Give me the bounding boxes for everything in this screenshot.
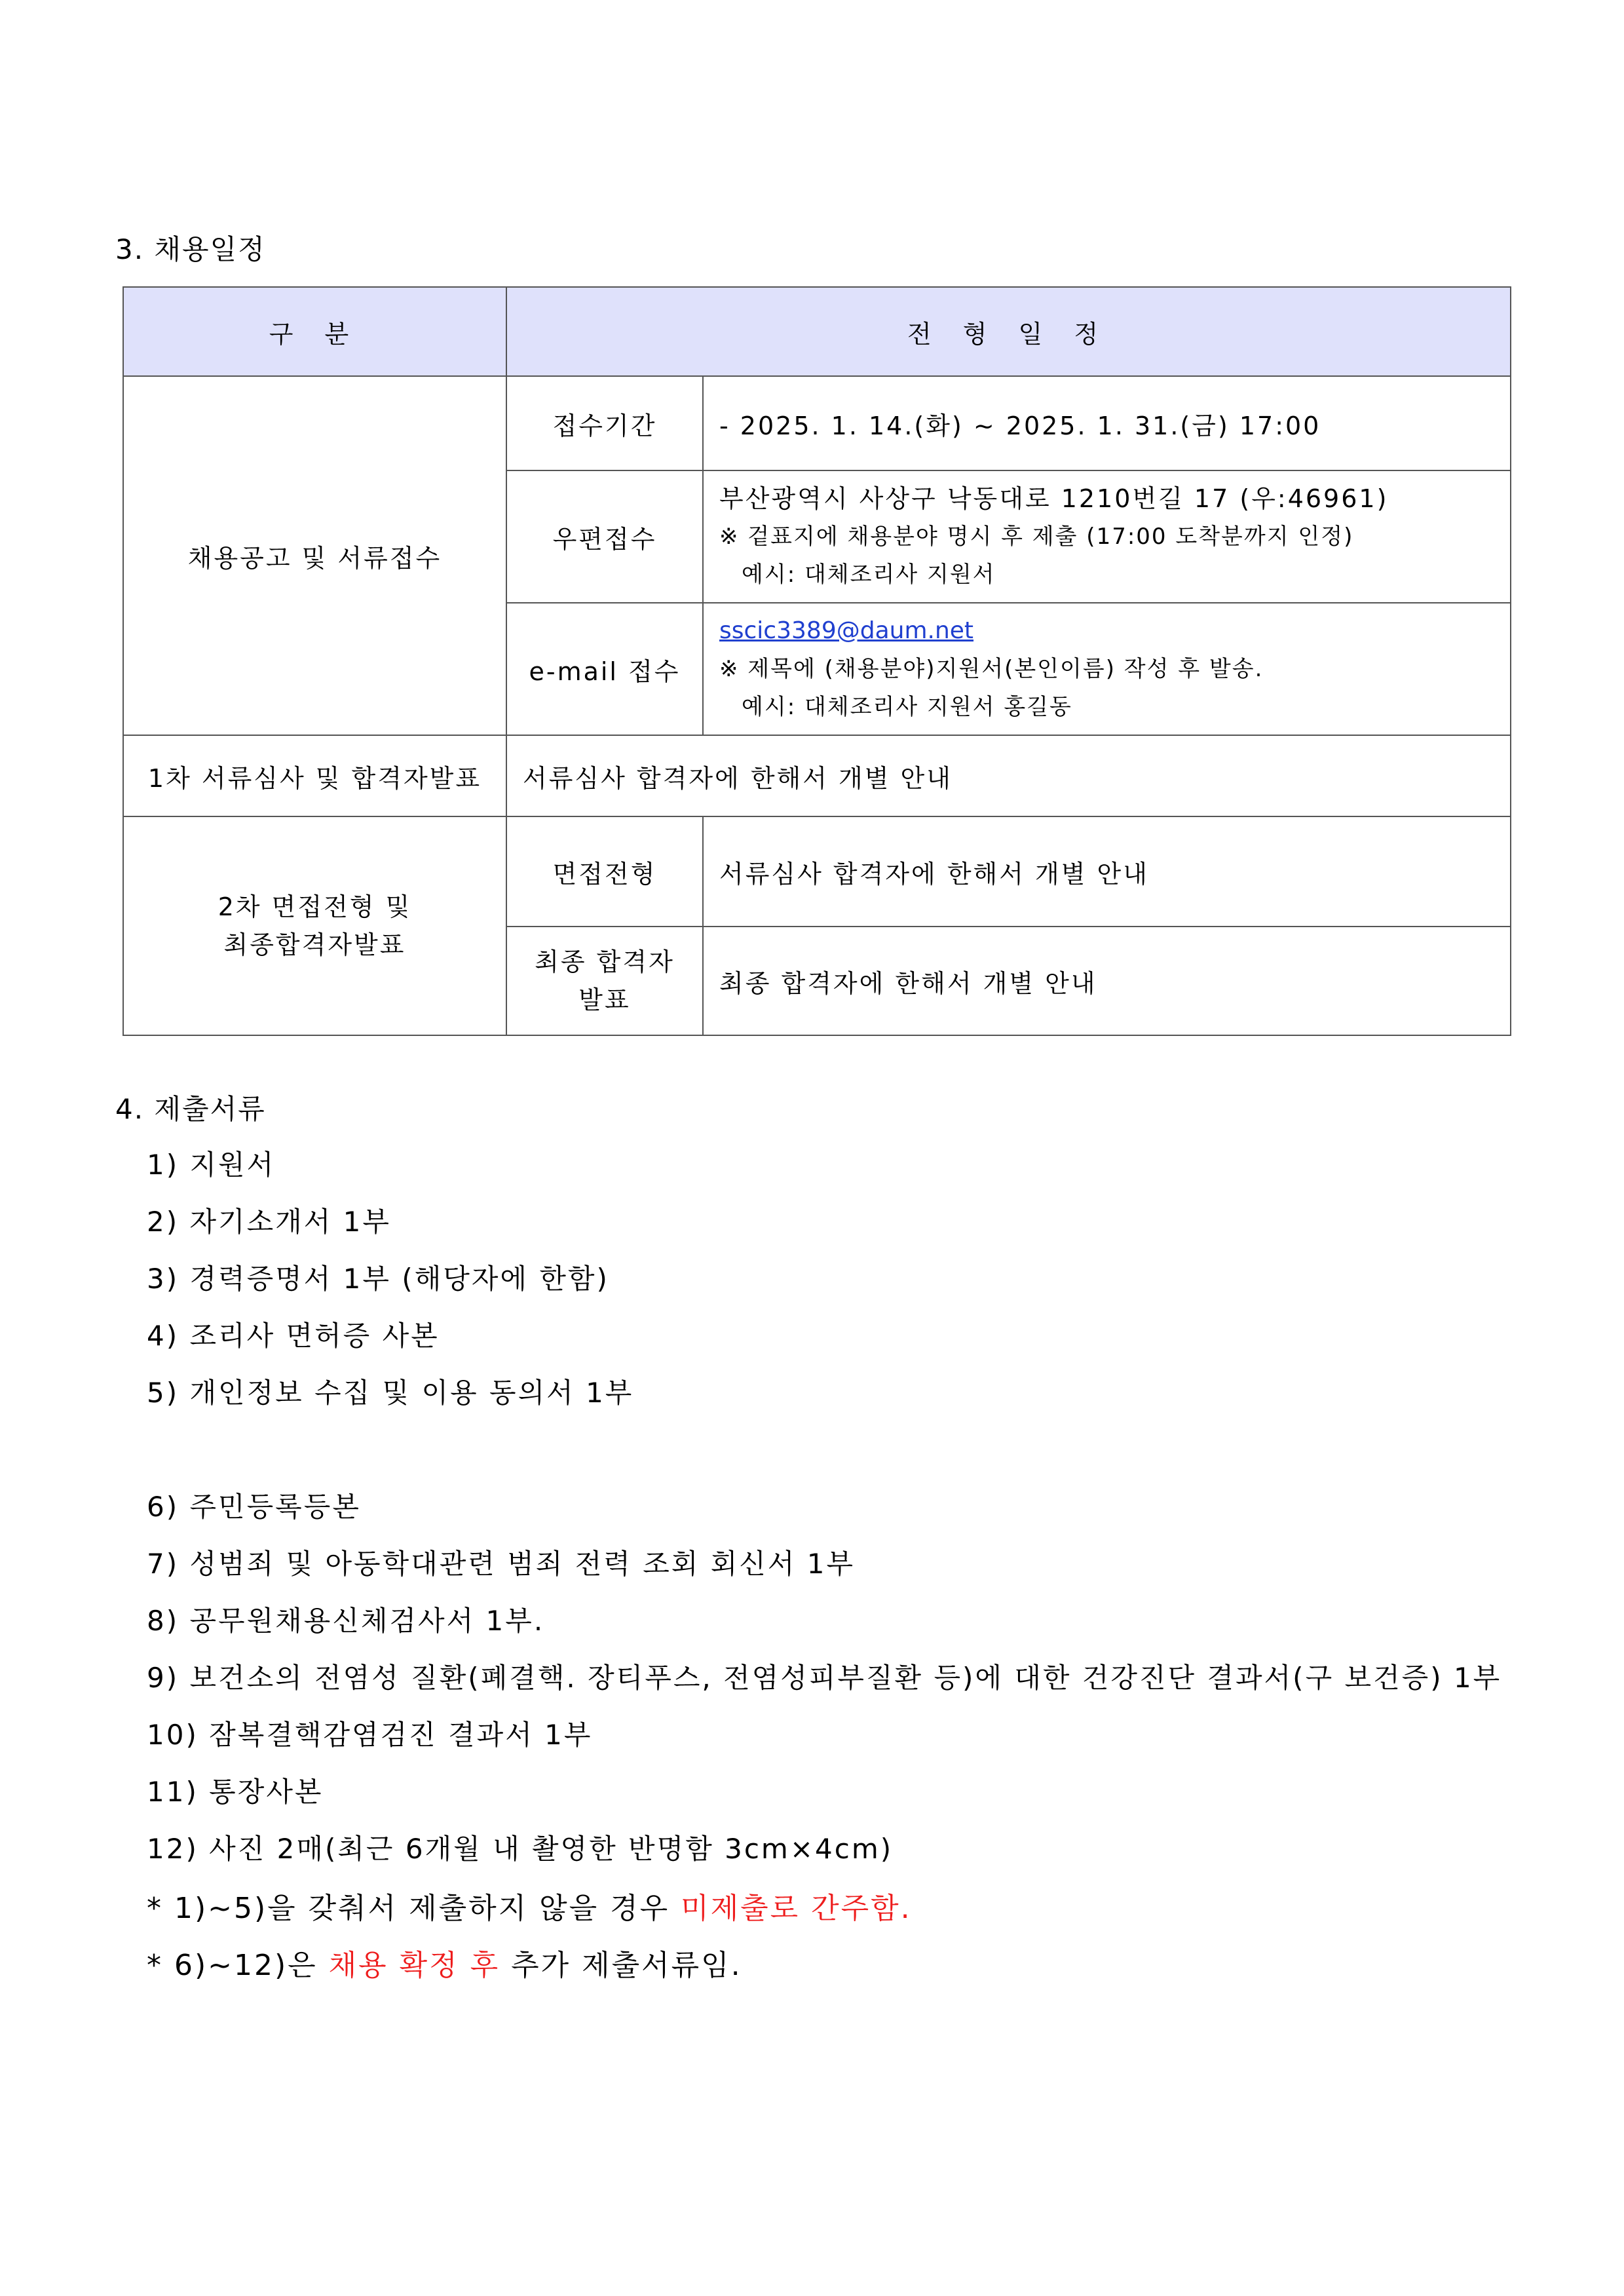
interview-value: 서류심사 합격자에 한해서 개별 안내 (703, 816, 1511, 927)
email-example: 예시: 대체조리사 지원서 홍길동 (742, 694, 1072, 720)
email-details (703, 603, 1511, 735)
list-item: 3) 경력증명서 1부 (해당자에 한함) (147, 1263, 609, 1295)
list-item: 2) 자기소개서 1부 (147, 1206, 391, 1238)
table-header-row (123, 287, 1511, 376)
list-item: 5) 개인정보 수집 및 이용 동의서 1부 (147, 1377, 634, 1409)
list-item: 11) 통장사본 (147, 1776, 324, 1808)
table-row (123, 816, 1511, 927)
list-item: 6) 주민등록등본 (147, 1491, 361, 1523)
period-value: - 2025. 1. 14.(화) ~ 2025. 1. 31.(금) 17:00 (703, 376, 1511, 470)
note-1-highlight: 미제출로 간주함. (681, 1892, 912, 1925)
recruitment-schedule-table (123, 286, 1511, 1036)
mail-example: 예시: 대체조리사 지원서 (742, 562, 996, 588)
list-item: 10) 잠복결핵감염검진 결과서 1부 (147, 1719, 593, 1751)
final-value: 최종 합격자에 한해서 개별 안내 (703, 927, 1511, 1035)
list-item: 9) 보건소의 전염성 질환(폐결핵. 장티푸스, 전염성피부질환 등)에 대한 건강진단 결과서(구 보건증) 1부 (147, 1662, 1502, 1694)
mail-address: 부산광역시 사상구 낙동대로 1210번길 17 (우:46961) (719, 484, 1389, 513)
list-item: 1) 지원서 (147, 1149, 276, 1181)
header-category: 구 분 (123, 287, 506, 376)
mail-note: ※ 겉표지에 채용분야 명시 후 제출 (17:00 도착분까지 인정) (719, 524, 1354, 550)
row-label-interview: 2차 면접전형 및 최종합격자발표 (123, 816, 506, 1035)
row-label-posting: 채용공고 및 서류접수 (123, 376, 506, 735)
mail-label: 우편접수 (506, 470, 703, 603)
row-label-screening: 1차 서류심사 및 합격자발표 (123, 735, 506, 816)
interview-label: 면접전형 (506, 816, 703, 927)
final-label: 최종 합격자 발표 (506, 927, 703, 1035)
submission-note-1: * 1)~5)을 갖춰서 제출하지 않을 경우 미제출로 간주함. (147, 1892, 912, 1925)
list-item: 4) 조리사 면허증 사본 (147, 1320, 440, 1352)
table-row (123, 735, 1511, 816)
submission-note-2: * 6)~12)은 채용 확정 후 추가 제출서류임. (147, 1949, 742, 1982)
section-4-title: 4. 제출서류 (115, 1093, 266, 1125)
list-item: 8) 공무원채용신체검사서 1부. (147, 1605, 545, 1637)
period-label: 접수기간 (506, 376, 703, 470)
header-schedule: 전 형 일 정 (506, 287, 1511, 376)
note-2-highlight: 채용 확정 후 (328, 1949, 500, 1982)
email-address-link[interactable]: sscic3389@daum.net (719, 617, 974, 644)
section-3-title: 3. 채용일정 (115, 233, 266, 265)
list-item: 7) 성범죄 및 아동학대관련 범죄 전력 조회 회신서 1부 (147, 1548, 856, 1580)
mail-details (703, 470, 1511, 603)
screening-value: 서류심사 합격자에 한해서 개별 안내 (506, 735, 1511, 816)
list-item: 12) 사진 2매(최근 6개월 내 촬영한 반명함 3cm×4cm) (147, 1833, 894, 1865)
email-note: ※ 제목에 (채용분야)지원서(본인이름) 작성 후 발송. (719, 656, 1264, 682)
table-row (123, 376, 1511, 470)
email-label: e-mail 접수 (506, 603, 703, 735)
